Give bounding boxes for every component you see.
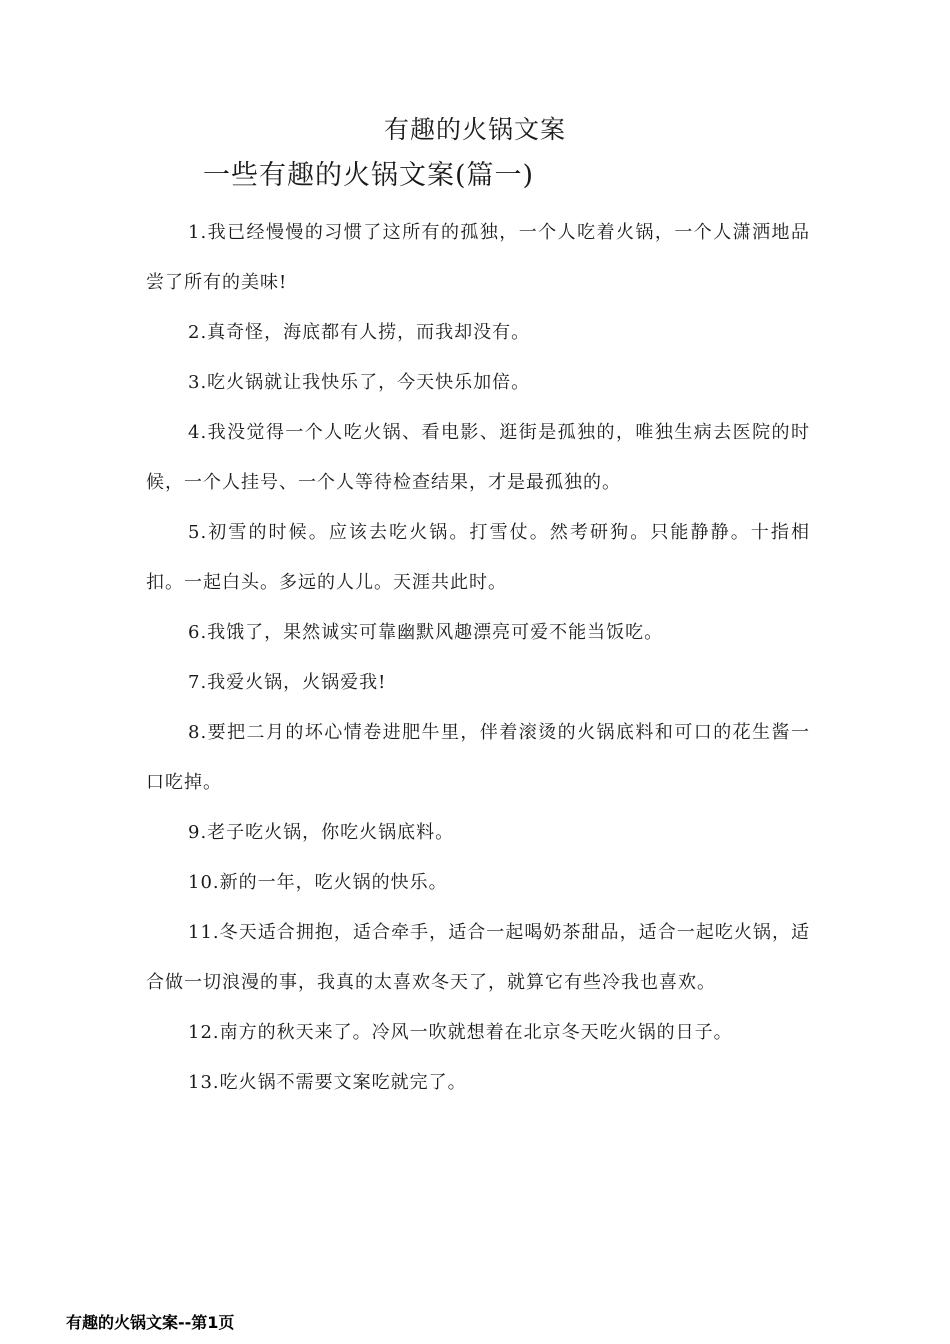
paragraph-12: 12.南方的秋天来了。冷风一吹就想着在北京冬天吃火锅的日子。 [188, 1022, 733, 1043]
paragraph-1: 1.我已经慢慢的习惯了这所有的孤独，一个人吃着火锅，一个人潇洒地品尝了所有的美味! [146, 222, 810, 293]
paragraph-2: 2.真奇怪，海底都有人捞，而我却没有。 [188, 322, 531, 343]
paragraph-9: 9.老子吃火锅，你吃火锅底料。 [188, 822, 455, 843]
paragraph-3: 3.吃火锅就让我快乐了，今天快乐加倍。 [188, 372, 531, 393]
paragraph-5: 5.初雪的时候。应该去吃火锅。打雪仗。然考研狗。只能静静。十指相扣。一起白头。多远的人儿。天涯共此时。 [146, 522, 810, 593]
paragraph-10: 10.新的一年，吃火锅的快乐。 [188, 872, 448, 893]
paragraph-7: 7.我爱火锅，火锅爱我! [188, 672, 387, 693]
document-body [146, 208, 810, 1108]
paragraph-6: 6.我饿了，果然诚实可靠幽默风趣漂亮可爱不能当饭吃。 [188, 622, 664, 643]
paragraph-13: 13.吃火锅不需要文案吃就完了。 [188, 1072, 467, 1093]
section-heading: 一些有趣的火锅文案(篇一) [203, 160, 535, 191]
paragraph-11: 11.冬天适合拥抱，适合牵手，适合一起喝奶茶甜品，适合一起吃火锅，适合做一切浪漫的事，我真的太喜欢冬天了，就算它有些冷我也喜欢。 [146, 922, 810, 993]
page-footer: 有趣的火锅文案--第1页 [66, 1313, 235, 1332]
page-title: 有趣的火锅文案 [383, 115, 566, 144]
paragraph-8: 8.要把二月的坏心情卷进肥牛里，伴着滚烫的火锅底料和可口的花生酱一口吃掉。 [146, 722, 810, 793]
paragraph-4: 4.我没觉得一个人吃火锅、看电影、逛街是孤独的，唯独生病去医院的时候，一个人挂号、一个人等待检查结果，才是最孤独的。 [146, 422, 810, 493]
